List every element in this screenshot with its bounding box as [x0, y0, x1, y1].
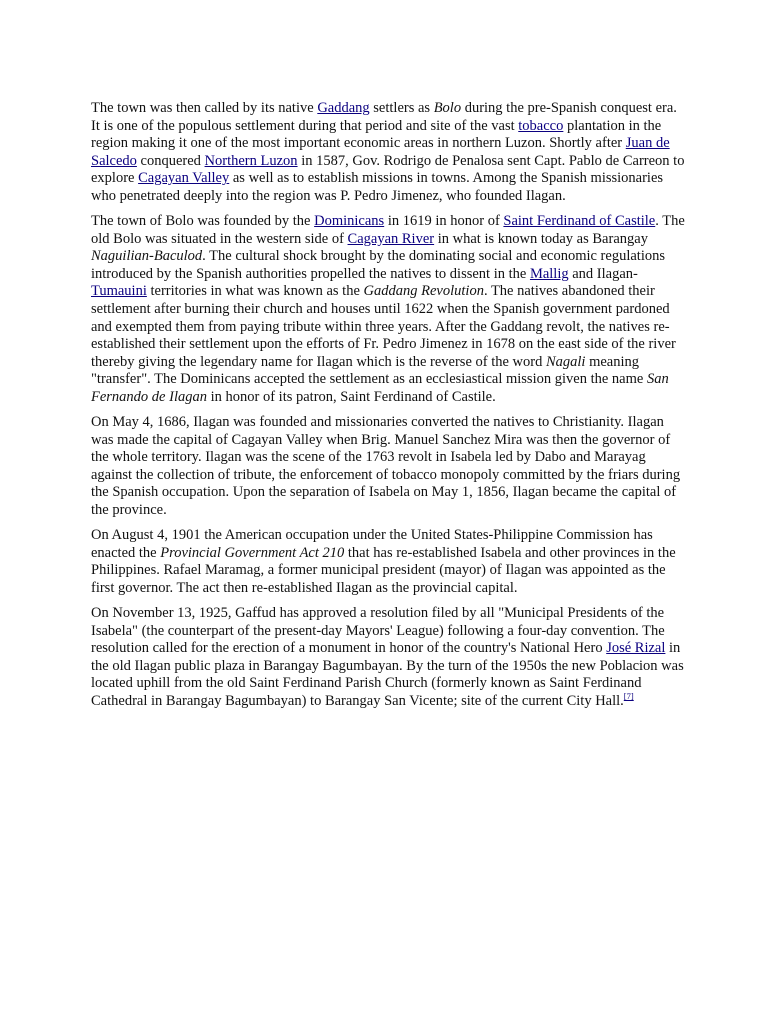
text-run: and Ilagan- [568, 265, 638, 282]
italic-term: Nagali [545, 353, 586, 370]
text-run: as well as to establish missions in towns. Among the Spanish missionaries who penetrated deeply into the region was P. Pedro Jimenez, who founded Ilagan. [91, 170, 664, 204]
text-run: The town of Bolo was founded by the [91, 213, 315, 230]
text-run: that has re-established Isabela and other provinces in the Philippines. Rafael Maramag, a former municipal president (mayor) of Ilagan was appointed as the first governor. The act then re-established Ilagan as the provincial capital. [91, 544, 676, 596]
text-run: . The natives abandoned their settlement after burning their church and houses until 1622 when the Spanish government pardoned and exempted them from paying tribute within three years. After the Gaddang revolt, the natives re-established their settlement upon the efforts of Fr. Pedro Jimenez in 1678 on the east side of the river thereby giving the legendary name for Ilagan which is the reverse of the word [91, 283, 676, 370]
text-run: The town was then called by its native [91, 100, 318, 116]
italic-term: San Fernando de Ilagan [91, 371, 669, 405]
article-body [91, 100, 687, 718]
link-juan-de-salcedo[interactable]: Juan de Salcedo [91, 135, 670, 169]
text-run: settlers as [369, 100, 434, 116]
link-cagayan-river[interactable]: Cagayan River [347, 230, 435, 247]
italic-term: Naguilian-Baculod [91, 248, 203, 265]
text-run: in 1619 in honor of [384, 213, 504, 230]
text-run: On November 13, 1925, Gaffud has approved a resolution filed by all "Municipal Presidents of the Isabela" (the counterpart of the present-day Mayors' League) following a four-day convention. The resolution called for the erection of a monument in honor of the country's National Hero [91, 605, 665, 657]
link-gaddang[interactable]: Gaddang [317, 100, 370, 116]
italic-term: Gaddang Revolution [363, 283, 484, 300]
text-run: during the pre-Spanish conquest era. It is one of the populous settlement during that period and site of the vast [91, 100, 677, 134]
text-run: in honor of its patron, Saint Ferdinand of Castile. [206, 389, 496, 405]
link-cagayan-valley[interactable]: Cagayan Valley [138, 170, 230, 187]
link-jos-rizal[interactable]: José Rizal [606, 640, 666, 657]
italic-term: Bolo [433, 100, 462, 116]
text-run: On May 4, 1686, Ilagan was founded and missionaries converted the natives to Christianity. Ilagan was made the capital of Cagayan Valley when Brig. Manuel Sanchez Mira was then the governor of the whole territory. Ilagan was the scene of the 1763 revolt in Isabela led by Dabo and Marayag against the collection of tribute, the enforcement of tobacco monopoly committed by the friars during the Spanish occupation. Upon the separation of Isabela on May 1, 1856, Ilagan became the capital of the province. [91, 414, 681, 519]
text-run: conquered [136, 152, 205, 169]
link-saint-ferdinand-of-castile[interactable]: Saint Ferdinand of Castile [503, 213, 656, 230]
text-run: plantation in the region making it one of the most important economic areas in northern Luzon. Shortly after [91, 117, 662, 152]
text-run: . The cultural shock brought by the dominating social and economic regulations introduced by the Spanish authorities propelled the natives to dissent in the [91, 248, 665, 282]
reference-superscript [624, 691, 634, 701]
link-tumauini[interactable]: Tumauini [91, 283, 147, 300]
text-run: in 1587, Gov. Rodrigo de Penalosa sent Capt. Pablo de Carreon to explore [91, 152, 685, 187]
link-northern-luzon[interactable]: Northern Luzon [204, 152, 298, 169]
text-run: . The old Bolo was situated in the western side of [91, 213, 685, 247]
reference-link-7[interactable]: [7] [623, 691, 634, 702]
paragraph-3 [91, 414, 687, 520]
text-run: territories in what was known as the [146, 283, 364, 300]
text-run: On August 4, 1901 the American occupation under the United States-Philippine Commission has enacted the [91, 527, 653, 561]
link-dominicans[interactable]: Dominicans [314, 213, 385, 230]
paragraph-2 [91, 213, 687, 407]
text-run: in the old Ilagan public plaza in Barangay Bagumbayan. By the turn of the 1950s the new Poblacion was located uphill from the old Saint Ferdinand Parish Church (formerly known as Saint Ferdinand Cathedral in Barangay Bagumbayan) to Barangay San Vicente; site of the current City Hall. [91, 640, 684, 709]
italic-term: Provincial Government Act 210 [160, 544, 345, 561]
paragraph-1 [91, 100, 687, 206]
paragraph-4 [91, 527, 687, 597]
text-run: in what is known today as Barangay [434, 230, 648, 247]
text-run: meaning "transfer". The Dominicans accepted the settlement as an ecclesiastical mission given the name [91, 353, 647, 388]
paragraph-5 [91, 605, 687, 711]
link-tobacco[interactable]: tobacco [518, 117, 564, 134]
link-mallig[interactable]: Mallig [529, 265, 569, 282]
